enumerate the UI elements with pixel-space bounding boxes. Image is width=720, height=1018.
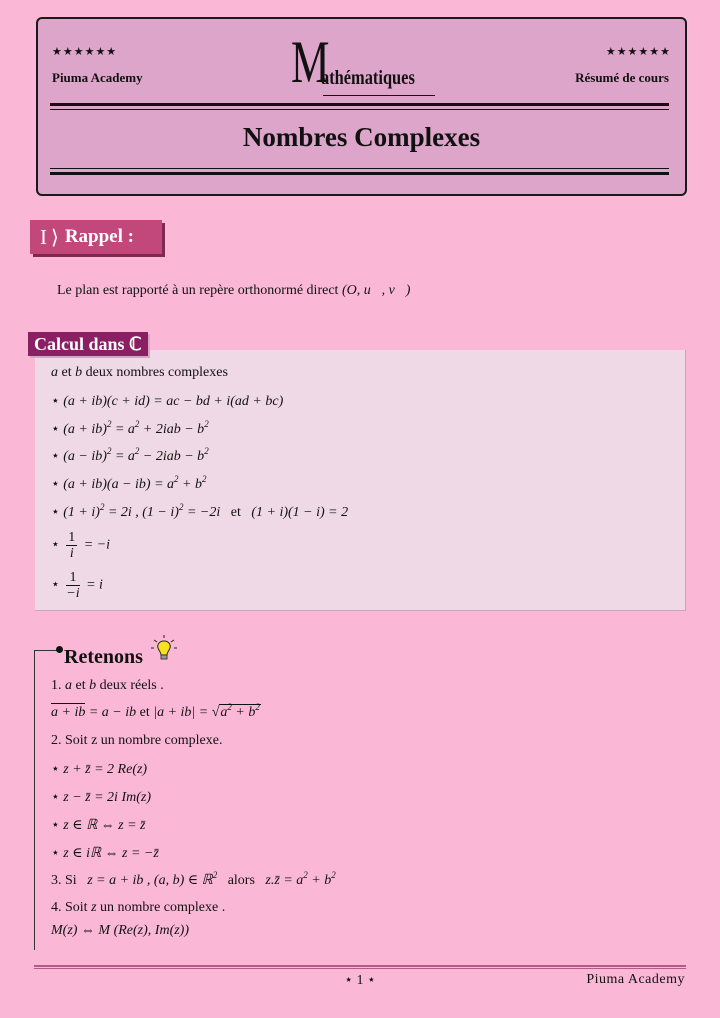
footer-rule	[34, 965, 686, 967]
formula-part: + 2iab − b	[139, 422, 205, 437]
retenons-dot	[56, 646, 63, 653]
retenons-item-4	[51, 900, 225, 916]
star-icon: ⋆	[51, 790, 60, 805]
formula-part: (1 + i)	[63, 505, 100, 520]
exponent: 2	[106, 446, 112, 456]
intro-frame: (O, u⃗, v⃗)	[341, 283, 411, 298]
intro-text: Le plan est rapporté à un repère orthonormé direct	[57, 283, 339, 298]
retenons-item-3	[51, 872, 336, 889]
exponent: 2	[106, 419, 112, 429]
star-icon: ⋆	[51, 477, 60, 492]
retenons-item-2: 2. Soit z un nombre complexe.	[51, 733, 223, 748]
logo	[291, 27, 441, 97]
exponent: 2	[134, 419, 140, 429]
star-icon: ⋆	[51, 449, 60, 464]
header-box	[36, 17, 687, 196]
section-number: I	[40, 224, 47, 249]
formula-part: = i	[86, 577, 103, 593]
exponent: 2	[255, 702, 260, 712]
calc-formula-1	[51, 393, 283, 410]
var-a: a	[51, 365, 58, 380]
star-icon: ⋆	[51, 577, 60, 593]
formula-text: z ∈ iℝ ⇔ z = −z̄	[63, 846, 159, 861]
formula-part: = a	[111, 422, 135, 437]
calc-formula-3	[51, 448, 209, 465]
star-icon: ⋆	[51, 505, 60, 520]
formula-text: (a + ib)(c + id) = ac − bd + i(ad + bc)	[63, 394, 284, 409]
logo-text: athématiques	[321, 67, 415, 89]
calc-intro-mid: et	[58, 365, 76, 380]
header-rule-top-thin	[50, 109, 669, 110]
exponent: 2	[174, 474, 179, 484]
formula-part: z = a + ib , (a, b) ∈ ℝ	[87, 873, 213, 888]
conjugate-expr: a + ib	[51, 705, 86, 720]
formula-part: + b	[307, 873, 332, 888]
formula-text: z ∈ ℝ ⇔ z = z̄	[63, 818, 146, 833]
retenons-title: Retenons	[64, 646, 143, 668]
retenons-item-1	[51, 678, 164, 694]
exponent: 2	[227, 702, 232, 712]
numerator: 1	[66, 570, 79, 586]
star-icon: ⋆	[51, 537, 60, 553]
formula-part: a	[220, 705, 228, 720]
page-title: Nombres Complexes	[242, 122, 481, 152]
retenons-rule-1	[51, 761, 147, 778]
item-number: 1.	[51, 678, 65, 693]
denominator: i	[69, 546, 74, 561]
calc-formula-5	[51, 504, 348, 521]
formula-part: (a − ib)	[63, 449, 107, 464]
exponent: 2	[303, 870, 308, 880]
exponent: 2	[202, 474, 207, 484]
section-label: Rappel :	[64, 226, 134, 247]
star-icon: ⋆	[51, 846, 60, 861]
retenons-rule-3	[51, 817, 146, 834]
exponent: 2	[204, 446, 209, 456]
star-icon: ⋆	[51, 818, 60, 833]
exponent: 2	[178, 502, 184, 512]
exponent: 2	[331, 870, 336, 880]
exponent: 2	[134, 446, 140, 456]
sqrt-icon: √	[211, 705, 220, 720]
numerator: 1	[68, 530, 76, 545]
header-rule-bottom	[50, 172, 669, 175]
formula-part: = −i	[83, 537, 111, 553]
formula-part: (a + ib)(a − ib) = a	[63, 477, 175, 492]
fraction	[66, 530, 77, 561]
formula-part: − 2iab − b	[139, 449, 205, 464]
header-right-label: Résumé de cours	[575, 70, 669, 85]
calc-intro-rest: deux nombres complexes	[82, 365, 228, 380]
formula-part: + b	[178, 477, 202, 492]
formula-part: z.z̄ = a	[265, 873, 304, 888]
logo-initial: M	[291, 29, 330, 95]
header-rule-bottom-thin	[50, 168, 669, 169]
formula-part: = 2i , (1 − i)	[104, 505, 179, 520]
exponent: 2	[99, 502, 105, 512]
section-separator-icon: ⟩	[51, 226, 59, 249]
retenons-rule-2	[51, 789, 151, 806]
header-left-label: Piuma Academy	[52, 70, 143, 85]
word-et: et	[230, 505, 241, 520]
word-alors: alors	[227, 873, 255, 888]
formula-text: M(z) ⇔ M (Re(z), Im(z))	[51, 923, 190, 938]
header-stars-left: ★★★★★★	[52, 46, 118, 58]
calc-formula-7	[51, 570, 103, 601]
retenons-rule-4	[51, 845, 159, 862]
section-heading-rappel	[30, 220, 162, 254]
word-et: et	[136, 705, 154, 720]
item-text: et	[72, 678, 90, 693]
item-text: deux réels .	[96, 678, 164, 693]
var-z: z	[91, 900, 97, 915]
formula-part: |a + ib| =	[153, 705, 212, 720]
exponent: 2	[212, 870, 218, 880]
calc-intro	[51, 365, 228, 381]
radicand	[219, 704, 260, 720]
formula-text: z + z̄ = 2 Re(z)	[63, 762, 148, 777]
denominator: −i	[66, 586, 80, 601]
var-b: b	[89, 678, 97, 693]
star-icon: ⋆	[51, 762, 60, 777]
formula-part: = a	[111, 449, 135, 464]
page-number: ⋆ 1 ⋆	[344, 973, 376, 988]
item-text: 3. Si	[51, 873, 77, 888]
footer-rule-thin	[34, 968, 686, 969]
item-text: un nombre complexe .	[96, 900, 226, 915]
formula-part: (a + ib)	[63, 422, 107, 437]
formula-part: (1 + i)(1 − i) = 2	[251, 505, 349, 520]
logo-underline	[323, 95, 435, 96]
var-b: b	[75, 365, 83, 380]
fraction	[66, 570, 79, 601]
formula-text: z − z̄ = 2i Im(z)	[63, 790, 151, 805]
footer-brand: Piuma Academy	[586, 972, 685, 987]
star-icon: ⋆	[51, 422, 60, 437]
var-a: a	[65, 678, 72, 693]
formula-part: = a − ib	[85, 705, 137, 720]
intro-sentence	[57, 283, 410, 299]
retenons-item-4-formula	[51, 923, 189, 939]
retenons-bracket-vertical	[34, 650, 35, 950]
calc-formula-2	[51, 421, 209, 438]
retenons-conjugate	[51, 702, 261, 721]
formula-part: = −2i	[183, 505, 221, 520]
exponent: 2	[204, 419, 209, 429]
header-rule-top	[50, 103, 669, 106]
header-stars-right: ★★★★★★	[605, 46, 671, 58]
calc-formula-4	[51, 476, 207, 493]
calc-formula-6	[51, 530, 110, 561]
calcul-heading: Calcul dans ℂ	[28, 332, 148, 356]
lightbulb-icon	[150, 634, 178, 664]
item-text: 4. Soit	[51, 900, 92, 915]
formula-part: + b	[231, 705, 256, 720]
star-icon: ⋆	[51, 394, 60, 409]
